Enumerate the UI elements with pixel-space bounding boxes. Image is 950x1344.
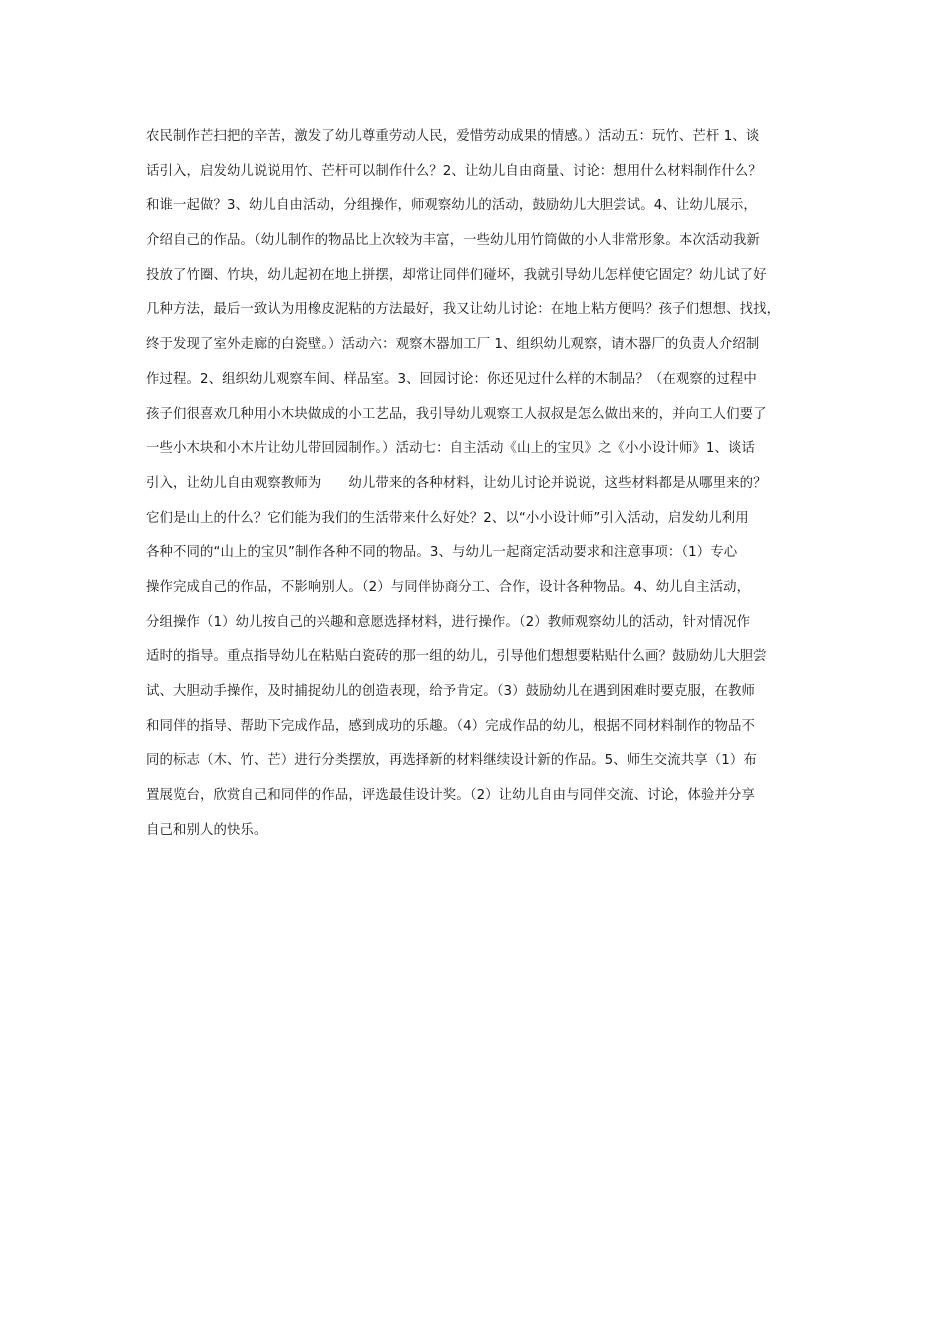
text-line: 置展览台，欣赏自己和同伴的作品，评选最佳设计奖。（2）让幼儿自由与同伴交流、讨论，体验并分享 bbox=[146, 788, 755, 804]
text-line: 分组操作（1）幼儿按自己的兴趣和意愿选择材料，进行操作。（2）教师观察幼儿的活动，针对情况作 bbox=[146, 614, 751, 630]
text-line: 它们是山上的什么？它们能为我们的生活带来什么好处？2、以“小小设计师”引入活动，启发幼儿利用 bbox=[146, 510, 749, 526]
text-line: 农民制作芒扫把的辛苦，激发了幼儿尊重劳动人民，爱惜劳动成果的情感。）活动五：玩竹、芒杆 1、谈 bbox=[146, 129, 760, 144]
text-line: 同的标志（木、竹、芒）进行分类摆放，再选择新的材料继续设计新的作品。5、师生交流共享（1）布 bbox=[146, 753, 757, 769]
text-line: 适时的指导。重点指导幼儿在粘贴白瓷砖的那一组的幼儿，引导他们想想要粘贴什么画？鼓励幼儿大胆尝 bbox=[146, 649, 767, 665]
text-line: 自己和别人的快乐。 bbox=[146, 822, 268, 838]
body-text bbox=[146, 124, 826, 852]
text-line: 孩子们很喜欢几种用小木块做成的小工艺品，我引导幼儿观察工人叔叔是怎么做出来的，并向工人们要了 bbox=[146, 406, 767, 422]
text-line: 和同伴的指导、帮助下完成作品，感到成功的乐趣。（4）完成作品的幼儿，根据不同材料制作的物品不 bbox=[146, 718, 755, 734]
text-line: 介绍自己的作品。（幼儿制作的物品比上次较为丰富，一些幼儿用竹筒做的小人非常形象。本次活动我新 bbox=[146, 233, 760, 249]
text-line: 引入，让幼儿自由观察教师为 幼儿带来的各种材料，让幼儿讨论并说说，这些材料都是从哪里来的？ bbox=[146, 475, 767, 491]
text-line: 各种不同的“山上的宝贝”制作各种不同的物品。3、与幼儿一起商定活动要求和注意事项：（1）专心 bbox=[146, 545, 738, 561]
text-line: 终于发现了室外走廊的白瓷壁。）活动六：观察木器加工厂 1、组织幼儿观察，请木器厂的负责人介绍制 bbox=[146, 337, 760, 353]
text-line: 几种方法，最后一致认为用橡皮泥粘的方法最好，我又让幼儿讨论：在地上粘方便吗？孩子们想想、找找， bbox=[146, 302, 781, 318]
text-line: 作过程。2、组织幼儿观察车间、样品室。3、回园讨论：你还见过什么样的木制品？（在观察的过程中 bbox=[146, 371, 757, 387]
text-line: 投放了竹圈、竹块，幼儿起初在地上拼摆，却常让同伴们碰坏，我就引导幼儿怎样使它固定？幼儿试了好 bbox=[146, 267, 767, 283]
text-line: 和谁一起做？3、幼儿自由活动，分组操作，师观察幼儿的活动，鼓励幼儿大胆尝试。4、让幼儿展示， bbox=[146, 198, 757, 214]
text-line: 操作完成自己的作品，不影响别人。（2）与同伴协商分工、合作，设计各种物品。4、幼儿自主活动， bbox=[146, 579, 751, 595]
text-line: 试、大胆动手操作，及时捕捉幼儿的创造表现，给予肯定。（3）鼓励幼儿在遇到困难时要克服，在教师 bbox=[146, 684, 755, 699]
text-line: 话引入，启发幼儿说说用竹、芒杆可以制作什么？2、让幼儿自由商量、讨论：想用什么材料制作什么？ bbox=[146, 163, 762, 179]
text-line: 一些小木块和小木片让幼儿带回园制作。）活动七：自主活动《山上的宝贝》之《小小设计师》1、谈话 bbox=[146, 441, 755, 457]
